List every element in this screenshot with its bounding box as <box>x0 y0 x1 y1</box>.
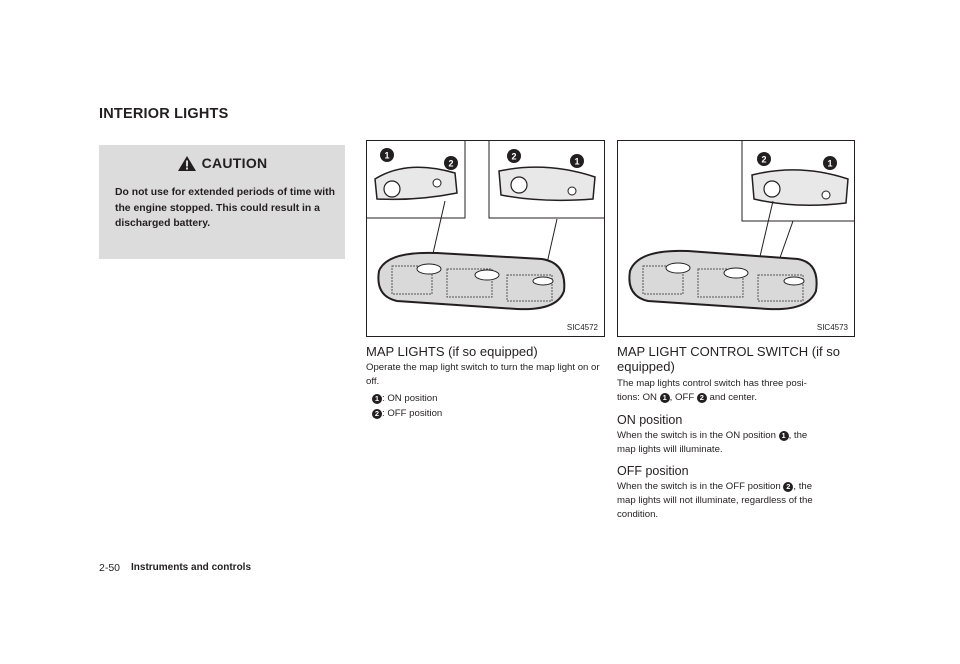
callout-2: 2 <box>511 151 517 162</box>
figure-map-lights <box>366 140 605 337</box>
callout-2: 2 <box>448 158 454 169</box>
map-lights-item-off: 2 : OFF position <box>372 407 442 421</box>
off-position-line2: map lights will not illuminate, regardless of the <box>617 495 813 506</box>
caution-box <box>99 145 345 259</box>
map-lights-body: Operate the map light switch to turn the map light on or off. <box>366 362 600 387</box>
map-lights-heading: MAP LIGHTS (if so equipped) <box>366 344 538 359</box>
map-light-switch-illustration <box>618 141 854 336</box>
callout-1: 1 <box>384 150 390 161</box>
callout-1: 1 <box>372 394 382 404</box>
on-position-line2: map lights will illuminate. <box>617 444 723 455</box>
callout-1: 1 <box>827 158 833 169</box>
callout-2: 2 <box>372 409 382 419</box>
off-position-heading: OFF position <box>617 464 689 478</box>
caution-label: CAUTION <box>201 155 268 171</box>
callout-1: 1 <box>779 431 789 441</box>
callout-1: 1 <box>574 156 580 167</box>
off-position-line1: When the switch is in the OFF position 2 , the <box>617 481 813 492</box>
callout-2: 2 <box>697 393 707 403</box>
control-switch-heading-line2: equipped) <box>617 359 675 374</box>
section-title: INTERIOR LIGHTS <box>99 106 229 122</box>
control-switch-body-line2: tions: ON 1 , OFF 2 and center. <box>617 392 758 403</box>
on-position-heading: ON position <box>617 413 683 427</box>
map-lights-item-on: 1 : ON position <box>372 392 437 406</box>
map-light-illustration <box>367 141 604 336</box>
figure-map-light-control-switch <box>617 140 855 337</box>
control-switch-body-line1: The map lights control switch has three posi- <box>617 378 807 389</box>
caution-text: Do not use for extended periods of time with the engine stopped. This could result in a discharged battery. <box>115 187 335 229</box>
figure-code: SIC4572 <box>566 323 598 332</box>
callout-1: 1 <box>660 393 670 403</box>
callout-2: 2 <box>783 482 793 492</box>
page-number: 2-50 <box>99 562 121 574</box>
on-position-line1: When the switch is in the ON position 1 , the <box>617 430 808 441</box>
callout-2: 2 <box>761 154 767 165</box>
control-switch-heading-line1: MAP LIGHT CONTROL SWITCH (if so <box>617 344 840 359</box>
caution-heading <box>99 155 345 172</box>
footer-section-label: Instruments and controls <box>131 562 252 573</box>
off-position-line3: condition. <box>617 509 659 520</box>
warning-triangle-icon <box>177 155 197 172</box>
figure-code: SIC4573 <box>816 323 848 332</box>
